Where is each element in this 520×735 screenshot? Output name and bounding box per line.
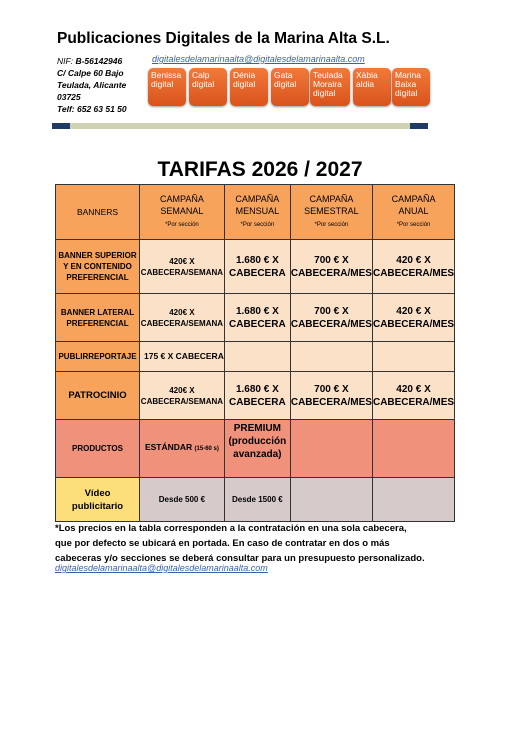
phone: Telf: 652 63 51 50 [57, 104, 127, 114]
cell-publirreportaje-price: 175 € X CABECERA [140, 342, 225, 372]
page-title: TARIFAS 2026 / 2027 [157, 158, 363, 181]
logo-benissa[interactable]: Benissa digital [148, 68, 186, 106]
cell-productos-premium: PREMIUM (producción avanzada) [224, 420, 290, 478]
cell-video-desde-500: Desde 500 € [140, 478, 225, 522]
cell-patrocinio-semestral: 700 € X CABECERA/MES [290, 372, 372, 420]
row-label-patrocinio: PATROCINIO [56, 372, 140, 420]
rates-table [55, 184, 455, 522]
logo-calp[interactable]: Calp digital [189, 68, 227, 106]
nif-label: NIF: [57, 56, 74, 66]
logo-xabia[interactable]: Xàbia aldia [353, 68, 391, 106]
cell-video-desde-1500: Desde 1500 € [224, 478, 290, 522]
cell-publirreportaje-semestral [290, 342, 372, 372]
cell-lateral-semestral: 700 € X CABECERA/MES [290, 294, 372, 342]
postal-code: 03725 [57, 92, 81, 102]
logo-teulada-moraira[interactable]: Teulada Moraira digital [310, 68, 350, 106]
address-line-2: Teulada, Alicante [57, 80, 127, 90]
cell-productos-estandar: ESTÁNDAR (15-60 s) [140, 420, 225, 478]
cell-superior-semanal: 420€ X CABECERA/SEMANA [140, 240, 225, 294]
footer-email-link[interactable]: digitalesdelamarinaalta@digitalesdelamarinaalta.com [55, 563, 268, 573]
logo-strip [148, 68, 430, 108]
address-line-1: C/ Calpe 60 Bajo [57, 68, 124, 78]
logo-gata[interactable]: Gata digital [271, 68, 309, 106]
header-banners: BANNERS [56, 185, 140, 240]
cell-superior-anual: 420 € X CABECERA/MES [372, 240, 454, 294]
cell-patrocinio-semanal: 420€ X CABECERA/SEMANA [140, 372, 225, 420]
cell-publirreportaje-anual [372, 342, 454, 372]
row-label-productos: PRODUCTOS [56, 420, 140, 478]
cell-patrocinio-mensual: 1.680 € X CABECERA [224, 372, 290, 420]
company-name: Publicaciones Digitales de la Marina Alta S.L. [57, 30, 390, 47]
header-mensual: CAMPAÑA MENSUAL *Por sección [224, 185, 290, 240]
cell-lateral-semanal: 420€ X CABECERA/SEMANA [140, 294, 225, 342]
cell-video-anual [372, 478, 454, 522]
cell-publirreportaje-mensual [224, 342, 290, 372]
cell-patrocinio-anual: 420 € X CABECERA/MES [372, 372, 454, 420]
row-label-publirreportaje: PUBLIRREPORTAJE [56, 342, 140, 372]
cell-lateral-anual: 420 € X CABECERA/MES [372, 294, 454, 342]
header-anual: CAMPAÑA ANUAL *Por sección [372, 185, 454, 240]
cell-productos-anual [372, 420, 454, 478]
nif-value: B-56142946 [75, 56, 123, 66]
header-email-link[interactable]: digitalesdelamarinaalta@digitalesdelamarinaalta.com [152, 54, 365, 64]
cell-superior-semestral: 700 € X CABECERA/MES [290, 240, 372, 294]
row-label-video: Vídeo publicitario [56, 478, 140, 522]
cell-superior-mensual: 1.680 € X CABECERA [224, 240, 290, 294]
pricing-note: *Los precios en la tabla corresponden a la contratación en una sola cabecera, que por defecto se ubicará en portada. En caso de contratar en dos o más cabeceras y/o secciones se deberá consultar para un presupuesto personalizado. [55, 523, 425, 564]
divider-middle [70, 123, 410, 129]
row-label-banner-lateral: BANNER LATERAL PREFERENCIAL [56, 294, 140, 342]
cell-video-semestral [290, 478, 372, 522]
divider-right [410, 123, 428, 129]
cell-productos-semestral [290, 420, 372, 478]
header-semestral: CAMPAÑA SEMESTRAL *Por sección [290, 185, 372, 240]
header-semanal: CAMPAÑA SEMANAL *Por sección [140, 185, 225, 240]
logo-marina-baixa[interactable]: Marina Baixa digital [392, 68, 430, 106]
row-label-banner-superior: BANNER SUPERIOR Y EN CONTENIDO PREFERENCIAL [56, 240, 140, 294]
company-info [57, 55, 127, 115]
cell-lateral-mensual: 1.680 € X CABECERA [224, 294, 290, 342]
divider-left [52, 123, 70, 129]
logo-denia[interactable]: Dénia digital [230, 68, 268, 106]
